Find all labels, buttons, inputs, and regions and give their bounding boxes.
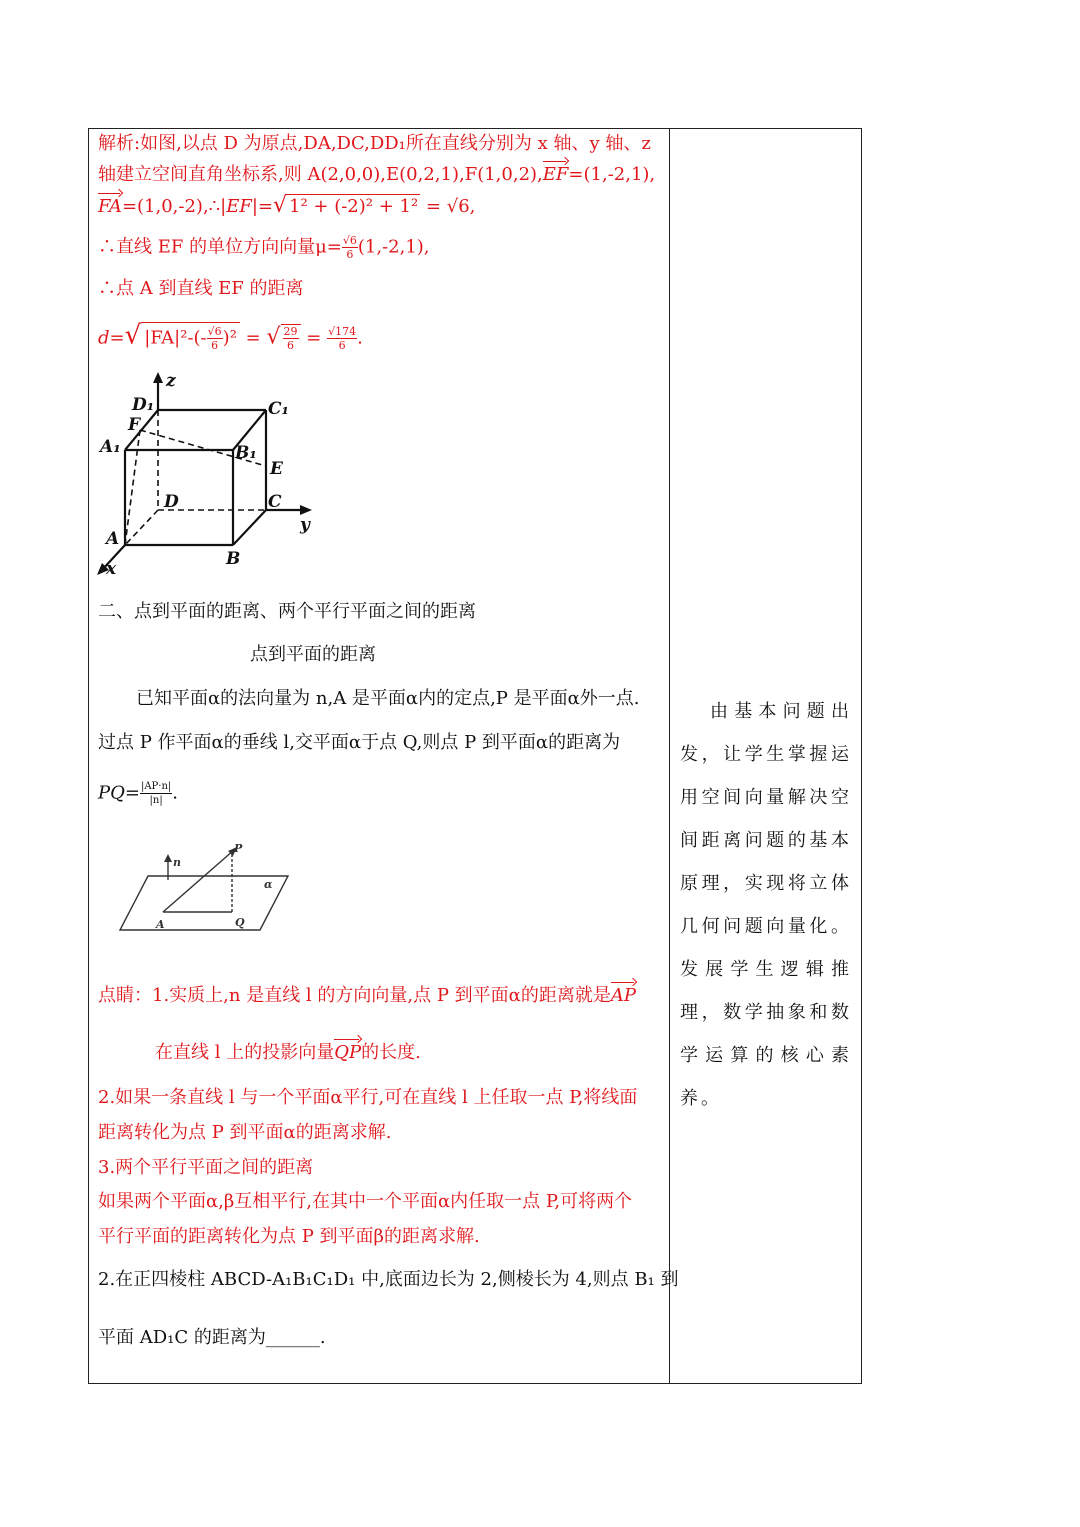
vector-ap: AP	[610, 985, 636, 1006]
plane-label-q: Q	[235, 916, 245, 929]
right-column	[680, 690, 852, 1120]
label-y: y	[300, 515, 310, 535]
label-d: D	[164, 492, 179, 512]
label-x: x	[106, 559, 117, 579]
vector-fa: FA	[98, 196, 122, 217]
note-3-line-1: 如果两个平面α,β互相平行,在其中一个平面α内任取一点 P,可将两个	[98, 1191, 633, 1212]
label-f: F	[128, 415, 141, 435]
vector-ef-value: =(1,-2,1),	[568, 164, 656, 185]
plane-label-a: A	[156, 918, 165, 931]
plane-label-alpha: α	[264, 878, 273, 891]
label-a: A	[106, 529, 120, 549]
label-z: z	[166, 371, 176, 391]
label-e: E	[270, 459, 283, 479]
section-heading: 二、点到平面的距离、两个平行平面之间的距离	[98, 601, 476, 622]
plane-alpha	[120, 876, 288, 930]
cube-figure	[92, 370, 332, 580]
column-divider	[669, 128, 670, 1384]
label-c1: C₁	[268, 399, 289, 419]
normal-arrowhead	[164, 854, 172, 862]
vector-fa-value: =(1,0,-2),∴	[121, 196, 221, 217]
label-c: C	[268, 492, 282, 512]
note-3-line-2: 平行平面的距离转化为点 P 到平面β的距离求解.	[98, 1226, 480, 1247]
edge-bc	[233, 510, 266, 545]
solution-line-1: 解析:如图,以点 D 为原点,DA,DC,DD₁所在直线分别为 x 轴、y 轴、z	[98, 133, 651, 154]
z-arrowhead	[153, 372, 163, 383]
plane-label-p: P	[234, 842, 243, 855]
d-fa-term: |FA|²-(-	[144, 327, 207, 349]
plane-label-n: n	[173, 856, 181, 869]
unit-vector-fraction: $\frac{√6}{6}$	[342, 234, 357, 261]
edge-da-hidden	[125, 510, 158, 545]
label-b1: B₁	[235, 443, 257, 463]
distance-formula: d=√ |FA|²-(- $\frac{√6}{6}$ )² = √ $\frac{29}{6}$ = $\frac{√174}{6}$ .	[98, 320, 363, 352]
plane-figure	[98, 840, 298, 940]
final-distance: $\frac{√174}{6}$	[328, 325, 357, 352]
label-b: B	[226, 549, 241, 569]
note-2-line-2: 距离转化为点 P 到平面α的距离求解.	[98, 1122, 392, 1143]
vector-ef: EF	[542, 164, 569, 185]
solution-line-3: FA=(1,0,-2),∴|EF|=√ 1² + (-2)² + 1² = √6,	[98, 193, 476, 218]
note-1-line-1: 点睛：1.实质上,n 是直线 l 的方向向量,点 P 到平面α的距离就是AP	[98, 985, 636, 1006]
distance-intro: ∴点 A 到直线 EF 的距离	[98, 278, 304, 299]
pq-formula: PQ= $\frac{|AP\cdot n|}{|n|}$ .	[98, 781, 178, 806]
section-subheading: 点到平面的距离	[250, 644, 376, 665]
definition-para-1: 已知平面α的法向量为 n,A 是平面α内的定点,P 是平面α外一点.	[136, 688, 640, 709]
ef-norm-result: = √6,	[425, 196, 476, 217]
y-arrowhead	[300, 505, 312, 515]
ef-norm-label: |EF|=	[220, 196, 273, 217]
ef-norm-expression: 1² + (-2)² + 1²	[289, 196, 419, 217]
label-d1: D₁	[132, 395, 155, 415]
unit-vector-line	[98, 234, 430, 261]
note-2-line-1: 2.如果一条直线 l 与一个平面α平行,可在直线 l 上任取一点 P,将线面	[98, 1087, 638, 1108]
problem-line-1: 2.在正四棱柱 ABCD-A₁B₁C₁D₁ 中,底面边长为 2,侧棱长为 4,则点 B₁ 到	[98, 1269, 679, 1290]
solution-line-2	[98, 163, 655, 187]
vector-qp: QP	[334, 1042, 362, 1063]
unit-vector-text: ∴直线 EF 的单位方向向量μ=	[98, 236, 342, 258]
definition-para-2: 过点 P 作平面α的垂线 l,交平面α于点 Q,则点 P 到平面α的距离为	[98, 732, 621, 753]
note-1-line-2: 在直线 l 上的投影向量QP的长度.	[155, 1042, 421, 1063]
label-a1: A₁	[100, 437, 121, 457]
note-3-title: 3.两个平行平面之间的距离	[98, 1157, 314, 1178]
teaching-intent: 由基本问题出发，让学生掌握运用空间向量解决空间距离问题的基本原理，实现将立体几何问题向量化。发展学生逻辑推理，数学抽象和数学运算的核心素养。	[680, 701, 852, 1109]
unit-vector-tail: (1,-2,1),	[357, 236, 430, 258]
solution-coords: 轴建立空间直角坐标系,则 A(2,0,0),E(0,2,1),F(1,0,2),	[98, 164, 543, 185]
problem-line-2: 平面 AD₁C 的距离为______.	[98, 1327, 326, 1348]
